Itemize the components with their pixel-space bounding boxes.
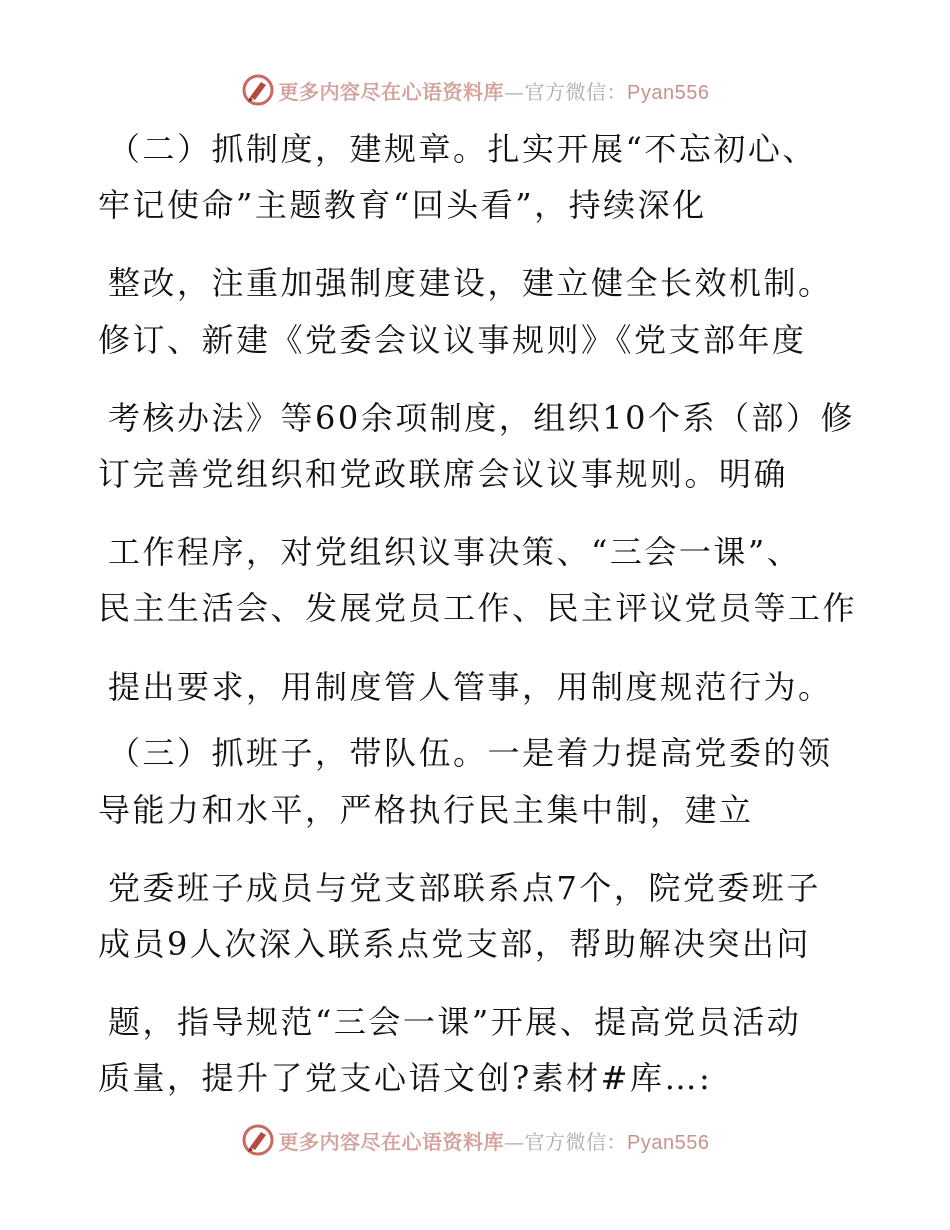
text-line: 成员9人次深入联系点党支部，帮助解决突出问 xyxy=(98,925,811,963)
text-line: 订完善党组织和党政联席会议议事规则。明确 xyxy=(98,455,789,493)
footer-banner-text xyxy=(279,1126,710,1155)
footer-banner-main: 更多内容尽在心语资料库 xyxy=(278,1129,505,1154)
text-line: 牢记使命”主题教育“回头看”，持续深化 xyxy=(98,186,707,224)
header-watermark-banner xyxy=(0,70,950,110)
header-banner-main: 更多内容尽在心语资料库 xyxy=(278,79,505,104)
text-line: 工作程序，对党组织议事决策、“三会一课”、 xyxy=(108,533,802,571)
text-line: 题，指导规范“三会一课”开展、提高党员活动 xyxy=(108,1003,802,1041)
header-banner-dash: — xyxy=(504,79,525,104)
text-line: （三）抓班子，带队伍。一是着力提高党委的领 xyxy=(108,734,833,772)
text-line: 考核办法》等60余项制度，组织10个系（部）修 xyxy=(108,399,855,437)
brand-logo-icon xyxy=(241,73,275,107)
text-line: （二）抓制度，建规章。扎实开展“不忘初心、 xyxy=(108,130,817,168)
header-banner-id: Pyan556 xyxy=(627,81,710,104)
text-line: 党委班子成员与党支部联系点7个，院党委班子 xyxy=(108,869,821,907)
text-line: 民主生活会、发展党员工作、民主评议党员等工作 xyxy=(98,589,858,627)
text-line: 导能力和水平，严格执行民主集中制，建立 xyxy=(98,791,754,829)
brand-logo-icon xyxy=(241,1123,275,1157)
header-banner-wechat: 官方微信： xyxy=(524,79,628,104)
header-banner-text xyxy=(279,76,710,105)
footer-banner-id: Pyan556 xyxy=(627,1131,710,1154)
text-line: 质量，提升了党支心语文创?素材#库…: xyxy=(98,1059,713,1097)
text-line: 整改，注重加强制度建设，建立健全长效机制。 xyxy=(108,264,833,302)
footer-banner-dash: — xyxy=(504,1129,525,1154)
footer-banner-wechat: 官方微信： xyxy=(524,1129,628,1154)
text-line: 修订、新建《党委会议议事规则》《党支部年度 xyxy=(98,321,807,359)
text-line: 提出要求，用制度管人管事，用制度规范行为。 xyxy=(108,668,833,706)
footer-watermark-banner xyxy=(0,1120,950,1160)
